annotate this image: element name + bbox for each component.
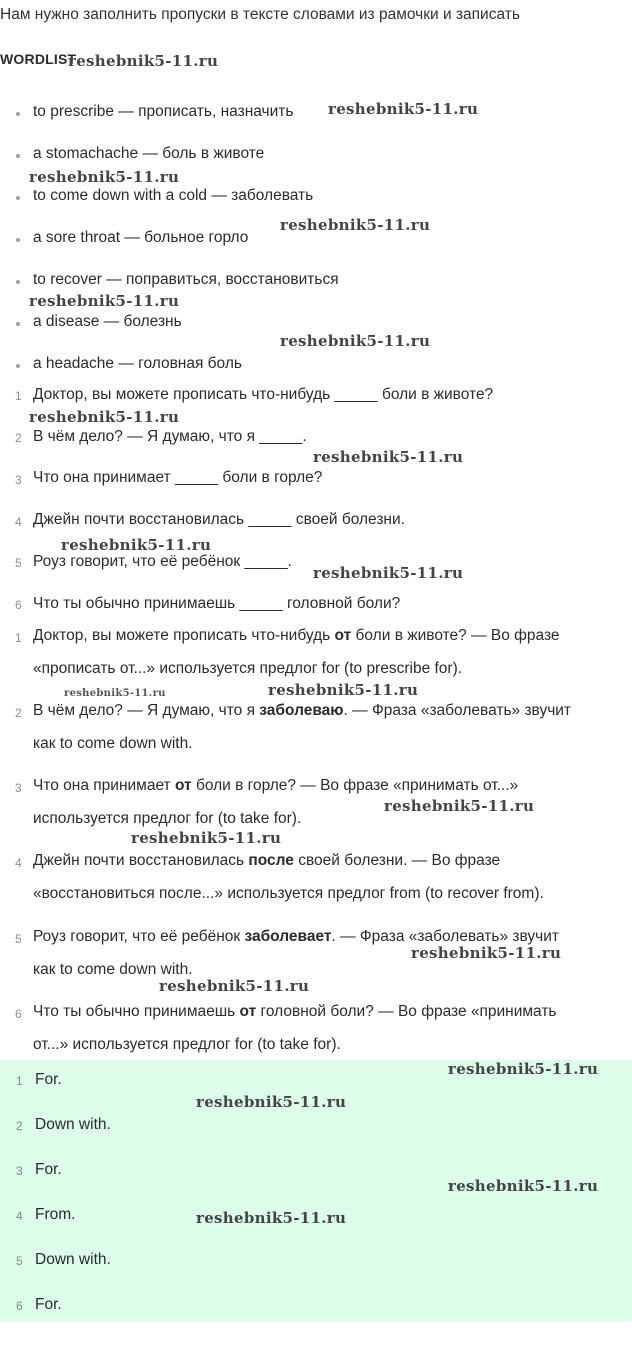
explanation-line: как to come down with. (33, 735, 193, 752)
answer-number: 4 (16, 1209, 23, 1223)
answer-text: Down with. (35, 1251, 111, 1268)
question-number: 2 (15, 431, 22, 445)
explanation-line: Доктор, вы можете прописать что-нибудь от боли в животе? — Во фразе (33, 627, 560, 644)
answer-text: Down with. (35, 1116, 111, 1133)
answer-word: заболевает (244, 928, 332, 945)
watermark: reshebnik5-11.ru (196, 1209, 347, 1227)
watermark: reshebnik5-11.ru (384, 797, 535, 815)
answer-number: 6 (16, 1299, 23, 1313)
answer-number: 3 (16, 1164, 23, 1178)
question-text: Что ты обычно принимаешь _____ головной боли? (33, 595, 401, 612)
answer-word: от (174, 777, 192, 794)
watermark: reshebnik5-11.ru (268, 681, 419, 699)
explanation-line: как to come down with. (33, 961, 193, 978)
answer-word: от (239, 1003, 257, 1020)
explanation-line: В чём дело? — Я думаю, что я заболеваю. — Фраза «заболевать» звучит (33, 702, 572, 719)
watermark: reshebnik5-11.ru (29, 292, 180, 310)
answer-word: от (334, 627, 352, 644)
bullet-icon (16, 112, 20, 116)
question-number: 5 (15, 556, 22, 570)
watermark: reshebnik5-11.ru (29, 168, 180, 186)
answer-word: после (248, 852, 294, 869)
question-text: Роуз говорит, что её ребёнок _____. (33, 553, 292, 570)
explanation-number: 4 (15, 856, 22, 870)
watermark: reshebnik5-11.ru (313, 448, 464, 466)
watermark: reshebnik5-11.ru (411, 944, 562, 962)
wordlist-item: a headache — головная боль (33, 355, 242, 372)
watermark: reshebnik5-11.ru (313, 564, 464, 582)
explanation-line: Джейн почти восстановилась после своей болезни. — Во фразе (33, 852, 501, 869)
wordlist-item: to recover — поправиться, восстановиться (33, 271, 339, 288)
answer-text: For. (35, 1296, 62, 1313)
explanation-number: 6 (15, 1007, 22, 1021)
question-text: Джейн почти восстановилась _____ своей болезни. (33, 511, 405, 528)
answer-text: From. (35, 1206, 76, 1223)
question-text: Что она принимает _____ боли в горле? (33, 469, 323, 486)
bullet-icon (16, 364, 20, 368)
explanation-line: Роуз говорит, что её ребёнок заболевает. — Фраза «заболевать» звучит (33, 928, 559, 945)
explanation-number: 3 (15, 781, 22, 795)
watermark: reshebnik5-11.ru (196, 1093, 347, 1111)
question-number: 4 (15, 515, 22, 529)
answer-number: 1 (16, 1074, 23, 1088)
wordlist-item: a sore throat — больное горло (33, 229, 249, 246)
bullet-icon (16, 322, 20, 326)
explanation-number: 1 (15, 631, 22, 645)
watermark: reshebnik5-11.ru (280, 332, 431, 350)
explanation-line: используется предлог for (to take for). (33, 810, 302, 827)
answer-text: For. (35, 1071, 62, 1088)
explanation-line: Что она принимает от боли в горле? — Во фразе «принимать от...» (33, 777, 519, 794)
watermark: reshebnik5-11.ru (448, 1060, 599, 1078)
bullet-icon (16, 238, 20, 242)
explanation-line: Что ты обычно принимаешь от головной боли? — Во фразе «принимать (33, 1003, 557, 1020)
watermark: reshebnik5-11.ru (448, 1177, 599, 1195)
wordlist-item: to prescribe — прописать, назначить (33, 103, 294, 120)
explanation-line: «восстановиться после...» используется предлог from (to recover from). (33, 885, 544, 902)
watermark: reshebnik5-11.ru (328, 100, 479, 118)
bullet-icon (16, 154, 20, 158)
explanation-line: «прописать от...» используется предлог for (to prescribe for). (33, 660, 463, 677)
question-number: 3 (15, 473, 22, 487)
answer-word: заболеваю (259, 702, 344, 719)
explanation-line: от...» используется предлог for (to take for). (33, 1036, 341, 1053)
answer-number: 2 (16, 1119, 23, 1133)
watermark: reshebnik5-11.ru (280, 216, 431, 234)
wordlist-item: to come down with a cold — заболевать (33, 187, 314, 204)
question-number: 1 (15, 389, 22, 403)
answer-text: For. (35, 1161, 62, 1178)
wordlist-heading: WORDLIST (0, 51, 77, 67)
question-text: Доктор, вы можете прописать что-нибудь _____ боли в животе? (33, 386, 494, 403)
question-number: 6 (15, 598, 22, 612)
watermark: reshebnik5-11.ru (64, 688, 166, 699)
explanation-number: 2 (15, 706, 22, 720)
bullet-icon (16, 280, 20, 284)
watermark: reshebnik5-11.ru (159, 977, 310, 995)
explanation-number: 5 (15, 932, 22, 946)
wordlist-item: a stomachache — боль в животе (33, 145, 265, 162)
intro-text: Нам нужно заполнить пропуски в тексте словами из рамочки и записать (0, 6, 520, 23)
question-text: В чём дело? — Я думаю, что я _____. (33, 428, 307, 445)
answer-number: 5 (16, 1254, 23, 1268)
watermark: reshebnik5-11.ru (29, 408, 180, 426)
wordlist-item: a disease — болезнь (33, 313, 182, 330)
watermark: reshebnik5-11.ru (131, 829, 282, 847)
bullet-icon (16, 196, 20, 200)
watermark: reshebnik5-11.ru (68, 52, 219, 70)
watermark: reshebnik5-11.ru (61, 536, 212, 554)
